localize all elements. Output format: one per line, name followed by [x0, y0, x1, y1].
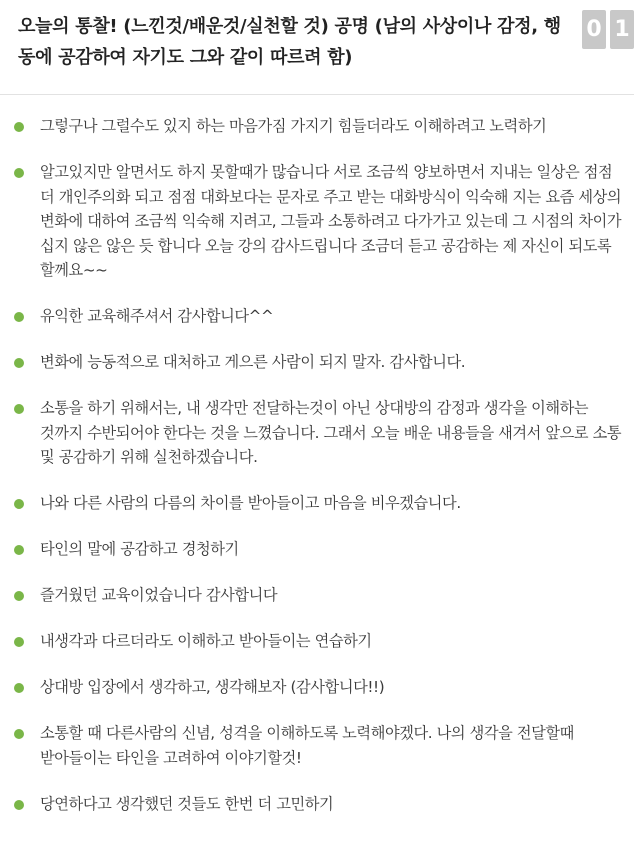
response-list [0, 114, 634, 838]
list-item-text: 상대방 입장에서 생각하고, 생각해보자 (감사합니다!!) [40, 678, 385, 696]
bullet-dot-icon [14, 683, 24, 693]
page-header [0, 0, 634, 95]
bullet-dot-icon [14, 591, 24, 601]
list-item [0, 304, 634, 329]
list-item-text: 내생각과 다르더라도 이해하고 받아들이는 연습하기 [40, 632, 372, 650]
list-item [0, 721, 634, 770]
list-item-text: 그렇구나 그럴수도 있지 하는 마음가짐 가지기 힘들더라도 이해하려고 노력하기 [40, 117, 547, 135]
page-counter [582, 10, 634, 49]
list-item [0, 583, 634, 608]
bullet-dot-icon [14, 358, 24, 368]
list-item [0, 160, 634, 283]
bullet-dot-icon [14, 168, 24, 178]
list-item-text: 알고있지만 알면서도 하지 못할때가 많습니다 서로 조금씩 양보하면서 지내는 일상은 점점 더 개인주의화 되고 점점 대화보다는 문자로 주고 받는 대화방식이 익숙해 지는 요즘 세상의 변화에 대하여 조금씩 익숙해 지려고, 그들과 소통하려고 다가가고 있는데 그 시점의 차이가 십지 않은 않은 듯 합니다 오늘 강의 감사드립니다 조금더 듣고 공감하는 제 자신이 되도록 할께요~~ [40, 163, 622, 279]
list-item [0, 396, 634, 470]
list-item [0, 350, 634, 375]
counter-digit-1: 0 [582, 10, 606, 49]
counter-digit-2: 1 [610, 10, 634, 49]
bullet-dot-icon [14, 637, 24, 647]
bullet-dot-icon [14, 122, 24, 132]
list-item-text: 소통할 때 다른사람의 신념, 성격을 이해하도록 노력해야겠다. 나의 생각을 전달할때 받아들이는 타인을 고려하여 이야기할것! [40, 724, 574, 767]
list-item [0, 675, 634, 700]
list-item-text: 즐거웠던 교육이었습니다 감사합니다 [40, 586, 278, 604]
list-item-text: 당연하다고 생각했던 것들도 한번 더 고민하기 [40, 794, 334, 813]
list-item [0, 537, 634, 562]
bullet-dot-icon [14, 800, 24, 810]
list-item [0, 114, 634, 139]
page-title: 오늘의 통찰! (느낀것/배운것/실천할 것) 공명 (남의 사상이나 감정, 행동에 공감하여 자기도 그와 같이 따르려 함) [18, 16, 561, 68]
bullet-dot-icon [14, 404, 24, 414]
list-item-text: 타인의 말에 공감하고 경청하기 [40, 540, 239, 558]
bullet-dot-icon [14, 545, 24, 555]
list-item [0, 491, 634, 516]
list-item-text: 유익한 교육해주셔서 감사합니다^^ [40, 307, 274, 325]
list-item-text: 변화에 능동적으로 대처하고 게으른 사람이 되지 말자. 감사합니다. [40, 353, 466, 371]
bullet-dot-icon [14, 312, 24, 322]
list-item [0, 629, 634, 654]
bullet-dot-icon [14, 499, 24, 509]
list-item-text: 나와 다른 사람의 다름의 차이를 받아들이고 마음을 비우겠습니다. [40, 494, 461, 512]
list-item [0, 792, 634, 817]
list-item-text: 소통을 하기 위해서는, 내 생각만 전달하는것이 아닌 상대방의 감정과 생각을 이해하는 것까지 수반되어야 한다는 것을 느꼈습니다. 그래서 오늘 배운 내용들을 새겨서 앞으로 소통 및 공감하기 위해 실천하겠습니다. [40, 399, 622, 466]
bullet-dot-icon [14, 729, 24, 739]
